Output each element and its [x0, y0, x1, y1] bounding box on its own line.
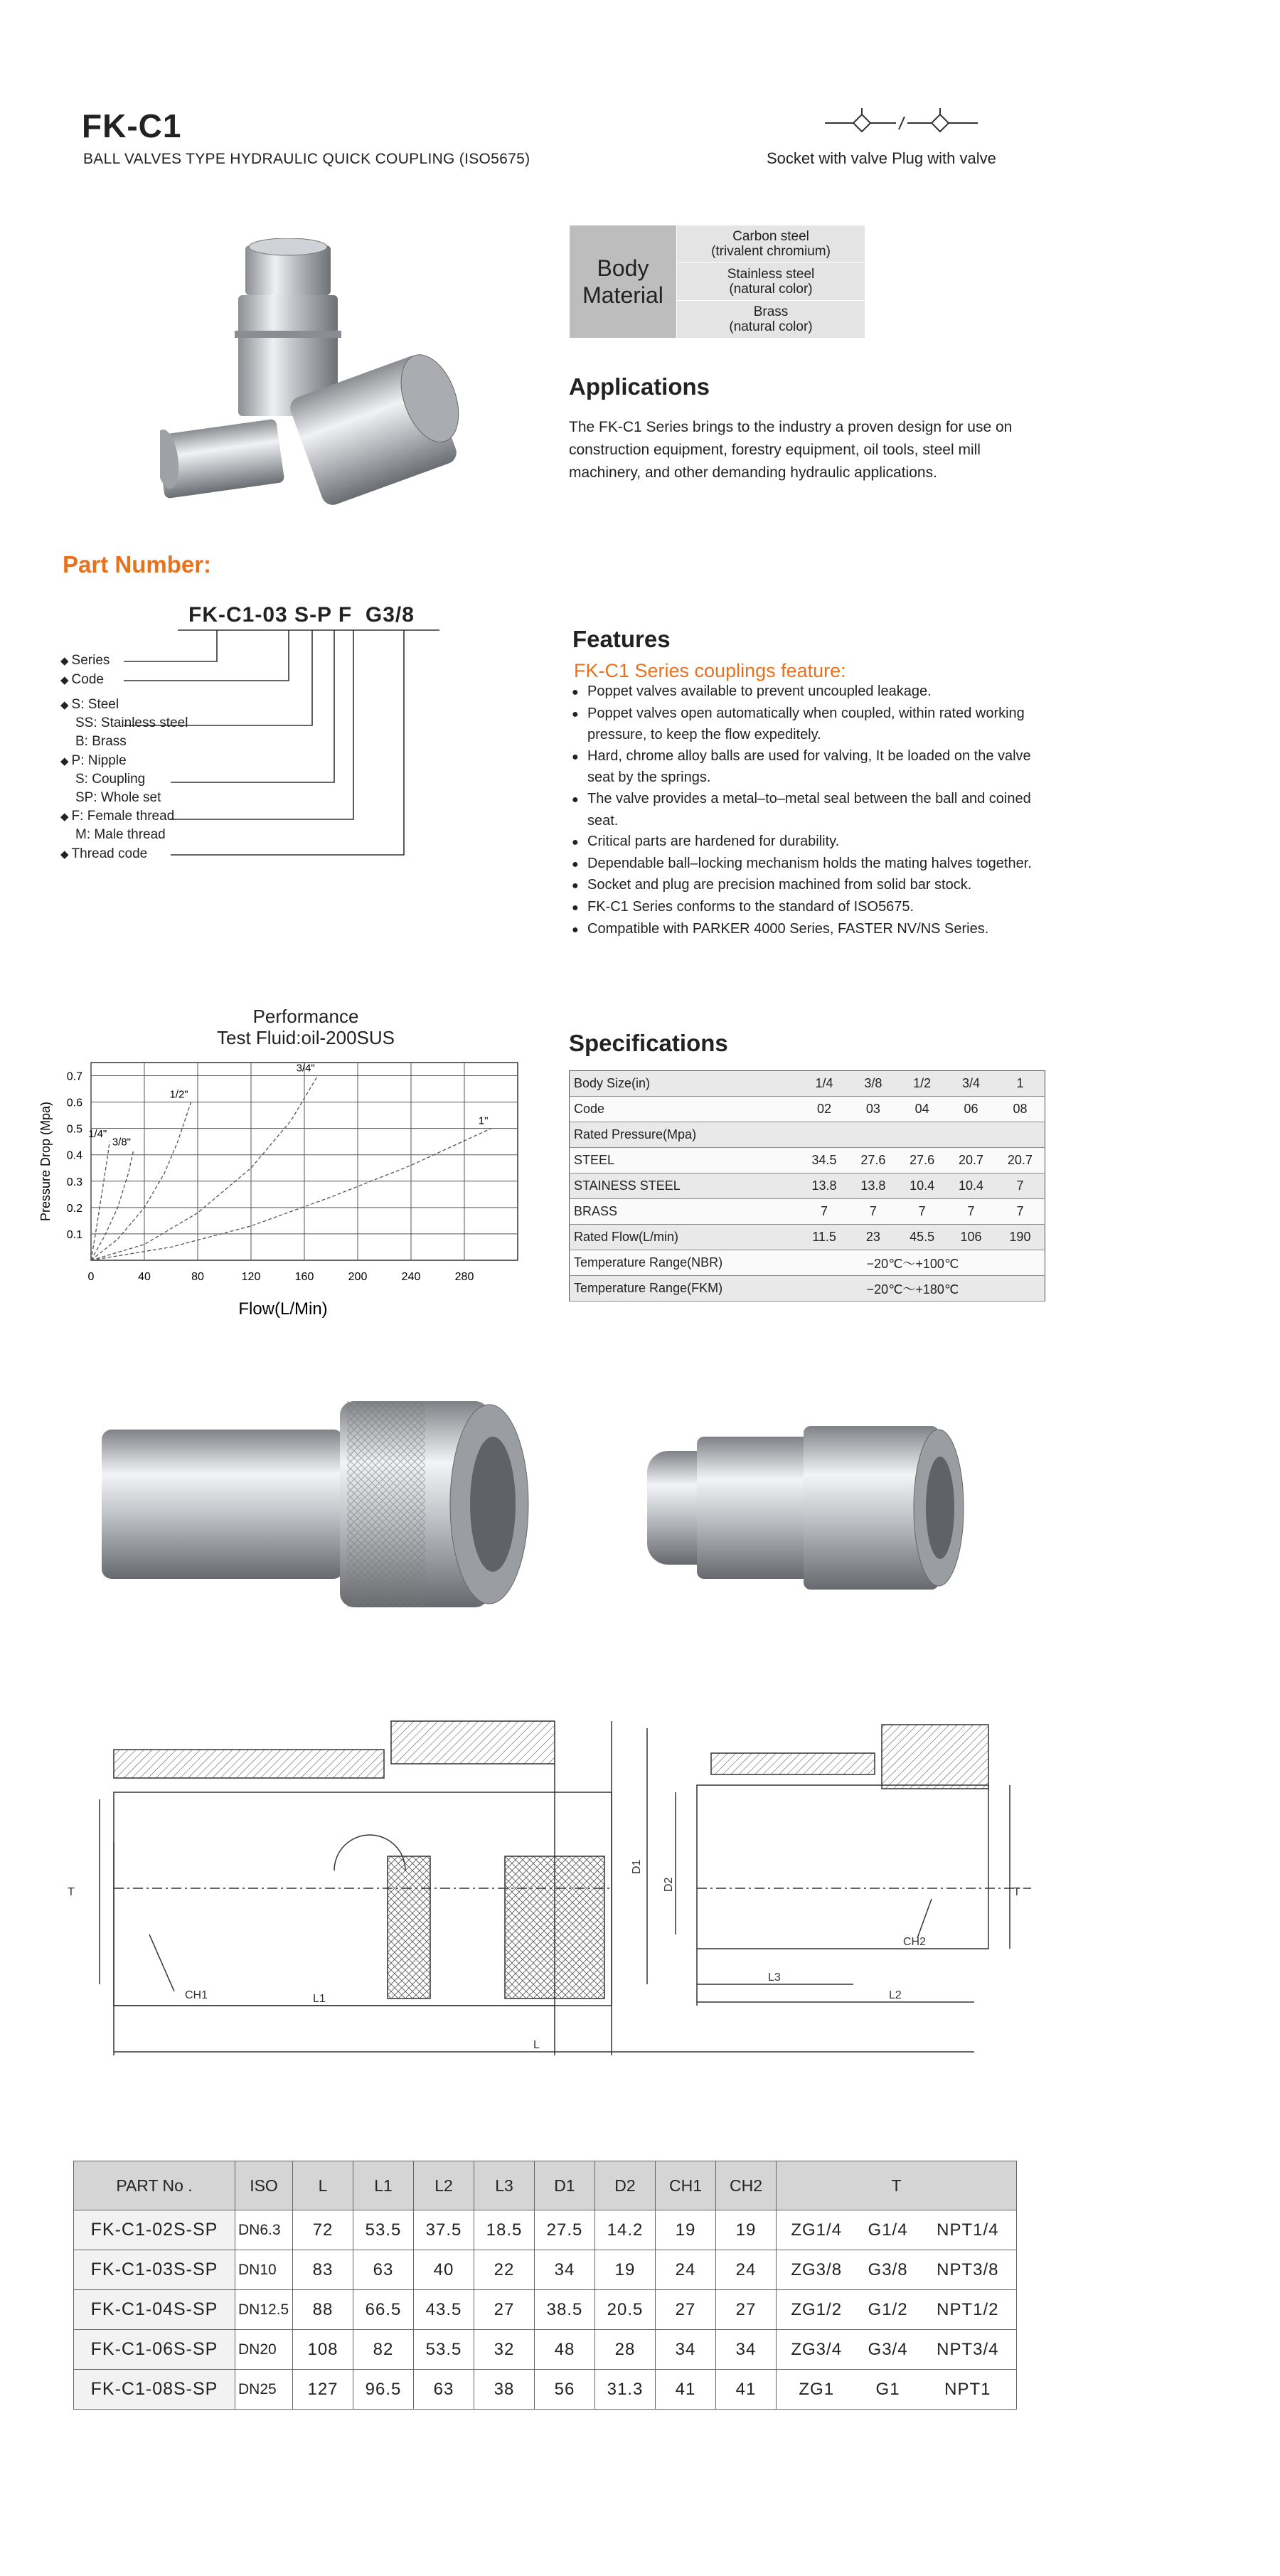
chart-y-tick: 0.4: [66, 1149, 82, 1162]
symbol-caption: Socket with valve Plug with valve: [767, 149, 996, 167]
spec-row: Rated Flow(L/min) 11.5 23 45.5 106 190: [570, 1225, 1045, 1250]
pn-label: ◆ Series: [60, 653, 110, 668]
chart-y-tick: 0.3: [66, 1176, 82, 1188]
specifications-table: [569, 1070, 1045, 1302]
features-heading: Features: [572, 626, 671, 652]
feature-item: ● Hard, chrome alloy balls are used for valving, It be loaded on the valve seat by the springs.: [572, 747, 1031, 786]
dim-label-ch2: CH2: [903, 1936, 927, 1948]
pn-label: S: Coupling: [75, 772, 146, 787]
chart-y-axis-label: Pressure Drop (Mpa): [38, 1101, 53, 1222]
pn-label: SS: Stainless steel: [75, 715, 188, 730]
applications-text: The FK-C1 Series brings to the industry a proven design for use on construction equipment, forestry equipment, oil tools, steel mill machinery, and other demanding hydraulic applications.: [569, 419, 1013, 481]
socket-product-image: [84, 1387, 539, 1622]
features-subtitle: FK-C1 Series couplings feature:: [574, 660, 846, 681]
chart-y-tick: 0.1: [66, 1228, 82, 1241]
chart-title-block: [92, 1006, 519, 1048]
chart-series-label: 3/4": [296, 1062, 315, 1075]
part-number-heading: Part Number:: [63, 551, 212, 578]
part-number-code: FK-C1-03 S-P F G3/8: [188, 603, 415, 627]
body-material-table: [569, 225, 865, 339]
performance-chart: [28, 1053, 526, 1323]
dim-label-t-plug: T: [1013, 1886, 1020, 1898]
body-material-heading: Body Material: [570, 225, 677, 339]
spec-row: STAINESS STEEL 13.8 13.8 10.4 10.4 7: [570, 1173, 1045, 1199]
feature-item: ● Compatible with PARKER 4000 Series, FASTER NV/NS Series.: [572, 920, 989, 937]
chart-x-tick: 240: [401, 1271, 421, 1283]
features-list: [569, 681, 1052, 940]
technical-drawing: [57, 1700, 1067, 2084]
dim-label-d1: D1: [631, 1859, 643, 1874]
chart-x-tick: 280: [454, 1271, 474, 1283]
dimensions-header-row: PART No . ISO L L1 L2 L3 D1 D2 CH1 CH2 T: [74, 2161, 1017, 2210]
pn-label: ◆ S: Steel: [60, 697, 119, 712]
feature-item: ● Socket and plug are precision machined from solid bar stock.: [572, 877, 972, 893]
table-row: FK-C1-04S-SP DN12.5 88 66.5 43.5 27 38.5 20.5 27 27 ZG1/2 G1/2 NPT1/2: [74, 2290, 1017, 2330]
dim-label-l2: L2: [889, 1989, 902, 2001]
table-row: FK-C1-03S-SP DN10 83 63 40 22 34 19 24 24 ZG3/8 G3/8 NPT3/8: [74, 2250, 1017, 2290]
feature-item: ● The valve provides a metal–to–metal seal between the ball and coined seat.: [572, 790, 1031, 829]
page-subtitle: BALL VALVES TYPE HYDRAULIC QUICK COUPLING (ISO5675): [83, 151, 530, 167]
dim-label-l: L: [533, 2039, 540, 2051]
feature-item: ● Critical parts are hardened for durability.: [572, 834, 840, 850]
material-item: Stainless steel (natural color): [677, 263, 865, 301]
chart-x-tick: 80: [191, 1271, 204, 1283]
chart-y-tick: 0.2: [66, 1202, 82, 1215]
feature-item: ● Poppet valves open automatically when coupled, within rated working pressure, to keep the flow expeditely.: [572, 705, 1025, 743]
plug-product-image: [633, 1412, 974, 1604]
spec-row: Rated Pressure(Mpa): [570, 1122, 1045, 1148]
chart-series-label: 1": [478, 1114, 489, 1127]
chart-x-axis-label: Flow(L/Min): [238, 1299, 328, 1319]
chart-series-line: [91, 1149, 134, 1260]
spec-row: Body Size(in) 1/4 3/8 1/2 3/4 1: [570, 1071, 1045, 1097]
chart-x-tick: 120: [241, 1271, 261, 1283]
table-row: FK-C1-02S-SP DN6.3 72 53.5 37.5 18.5 27.5 14.2 19 19 ZG1/4 G1/4 NPT1/4: [74, 2210, 1017, 2250]
feature-item: ● Poppet valves available to prevent uncoupled leakage.: [572, 683, 932, 699]
page-title: FK-C1: [82, 107, 182, 144]
applications-heading: Applications: [569, 373, 710, 400]
chart-y-tick: 0.5: [66, 1123, 82, 1136]
valve-symbol-icon: [825, 105, 1010, 141]
dim-label-t: T: [68, 1886, 75, 1898]
chart-y-tick: 0.6: [66, 1097, 82, 1109]
specifications-heading: Specifications: [569, 1030, 728, 1056]
pn-label: ◆ Code: [60, 672, 104, 687]
dim-label-l3: L3: [768, 1971, 781, 1984]
chart-series-label: 1/2": [169, 1088, 188, 1101]
table-row: FK-C1-06S-SP DN20 108 82 53.5 32 48 28 34 34 ZG3/4 G3/4 NPT3/4: [74, 2330, 1017, 2370]
chart-series-line: [91, 1076, 318, 1260]
coupling-product-image: [160, 238, 473, 509]
chart-x-tick: 200: [348, 1271, 368, 1283]
chart-subtitle: Test Fluid:oil-200SUS: [217, 1027, 395, 1048]
spec-row: STEEL 34.5 27.6 27.6 20.7 20.7: [570, 1148, 1045, 1173]
chart-x-tick: 0: [87, 1271, 95, 1283]
spec-row: Temperature Range(FKM) −20℃～+180℃: [570, 1276, 1045, 1302]
dim-label-l1: L1: [313, 1993, 326, 2005]
chart-series-line: [91, 1141, 110, 1260]
dimensions-table: [73, 2161, 1017, 2410]
chart-x-tick: 160: [294, 1271, 314, 1283]
table-row: FK-C1-08S-SP DN25 127 96.5 63 38 56 31.3 41 41 ZG1 G1 NPT1: [74, 2370, 1017, 2410]
feature-item: ● Dependable ball–locking mechanism holds the mating halves together.: [572, 855, 1032, 871]
dim-label-d2: D2: [663, 1877, 675, 1892]
chart-series-label: 1/4": [88, 1128, 107, 1141]
material-item: Carbon steel (trivalent chromium): [677, 225, 865, 263]
pn-label: M: Male thread: [75, 827, 166, 842]
chart-title: Performance: [252, 1006, 359, 1027]
dim-label-ch1: CH1: [185, 1989, 208, 2001]
pn-label: ◆ P: Nipple: [60, 753, 127, 768]
pn-label: SP: Whole set: [75, 790, 161, 805]
chart-series-label: 3/8": [112, 1136, 131, 1149]
chart-x-tick: 40: [138, 1271, 151, 1283]
pn-label: ◆ Thread code: [60, 846, 148, 861]
feature-item: ● FK-C1 Series conforms to the standard of ISO5675.: [572, 898, 914, 915]
spec-row: Temperature Range(NBR) −20℃～+100℃: [570, 1250, 1045, 1276]
pn-label: ◆ F: Female thread: [60, 809, 175, 824]
chart-y-tick: 0.7: [66, 1070, 82, 1083]
pn-label: B: Brass: [75, 734, 127, 749]
spec-row: BRASS 7 7 7 7 7: [570, 1199, 1045, 1225]
material-item: Brass (natural color): [677, 301, 865, 339]
spec-row: Code 02 03 04 06 08: [570, 1097, 1045, 1122]
